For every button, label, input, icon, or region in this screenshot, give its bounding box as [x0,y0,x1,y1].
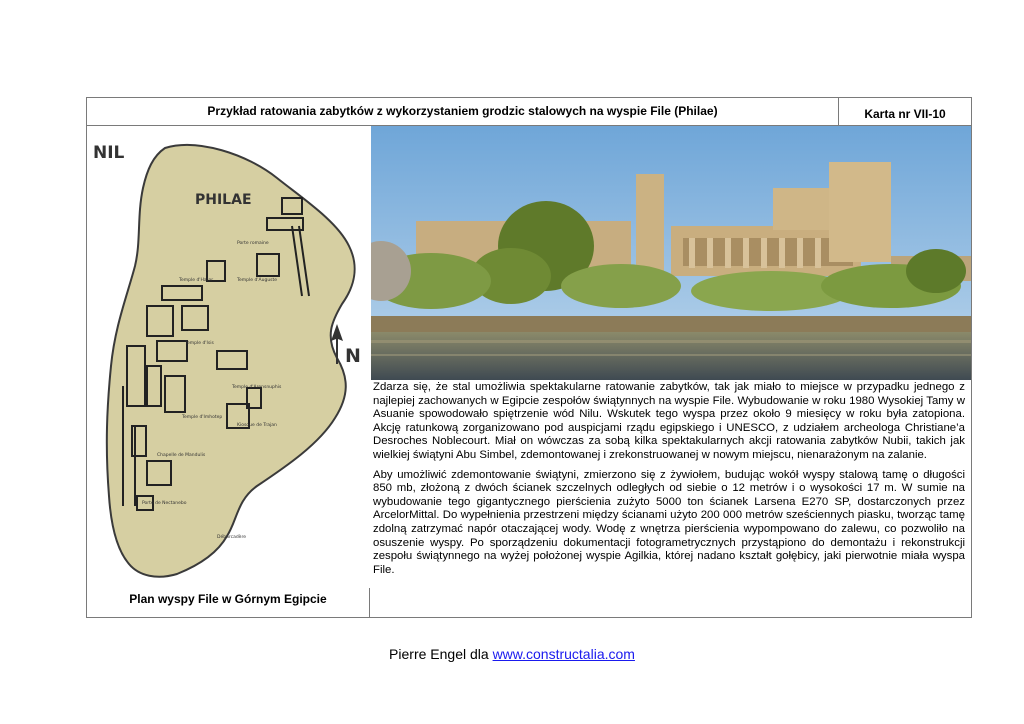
island-map-drawing [87,126,370,588]
north-label: N [345,345,361,367]
footer [0,646,1024,662]
svg-text:Temple d'Hator: Temple d'Hator [179,278,214,283]
temple-photo [371,126,971,380]
paragraph-1: Zdarza się, że stal umożliwia spektakularne ratowanie zabytków, tak jak miało to miejsce w przypadku jednego z najlepiej zachowanych w Egipcie zespołów świątynnych na wyspie File. Wybudowanie w roku 1980 Wysokiej Tamy w Asuanie spowodowało spiętrzenie wód Nilu. Wskutek tego wyspa przez około 9 miesięcy w roku była zatopiona. Akcję ratunkową zorganizowano pod auspicjami rządu egipskiego i UNESCO, z udziałem archeologa Christiane’a Desroches Noblecourt. Miał on wówczas za sobą kilka spektakularnych akcji ratowania zabytków Nubii, takich jak wielkiej świątyni Abu Simbel, zdemontowanej i zrekonstruowanej w nowym miejscu, nienarażonym na zalanie. [373,381,965,461]
svg-text:Temple d'Imhotep: Temple d'Imhotep [182,415,223,420]
island-map [87,126,370,588]
card-number: Karta nr VII-10 [839,98,971,126]
svg-text:Temple d'Auguste: Temple d'Auguste [237,278,278,283]
island-label: PHILAE [195,192,252,208]
svg-text:Temple d'Arensnuphis: Temple d'Arensnuphis [232,385,282,390]
footer-author: Pierre Engel dla [389,646,493,662]
svg-text:Chapelle de Mandulis: Chapelle de Mandulis [157,453,206,458]
card-title: Przykład ratowania zabytków z wykorzystaniem grodzic stalowych na wyspie File (Philae) [87,98,839,126]
info-card [86,97,972,618]
description-text [371,381,965,583]
island-outline [107,145,355,577]
svg-text:Débarcadère: Débarcadère [217,535,246,540]
svg-text:Porte de Nectanebo: Porte de Nectanebo [142,501,187,506]
paragraph-2: Aby umożliwić zdemontowanie świątyni, zmierzono się z żywiołem, budując wokół wyspy stalową tamę o długości 850 mb, złożoną z dwóch ścianek szczelnych odległych od siebie o 12 metrów i o wysokości 17 m. W sumie na wybudowanie tego gigantycznego pierścienia zużyto 5000 ton ścianek Larsena E270 SP, dostarczonych przez ArcelorMittal. Do wypełnienia przestrzeni między ścianami użyto 200 000 metrów sześciennych piasku, tworząc tamę zdolną zatrzymać napór otaczającej wody. Wodę z wnętrza pierścienia wypompowano do zalewu, co pozwoliło na osuszenie wyspy. Po sporządzeniu dokumentacji fotogrametrycznych przystąpiono do demontażu i rekonstrukcji zespołu świątynnego na wyżej położonej wyspie Agilkia, której nadano kształt gołębicy, jaki pierwotnie miała wyspa File. [373,468,965,576]
temple-photo-drawing [371,126,971,380]
svg-text:Temple d'Isis: Temple d'Isis [185,341,214,346]
map-caption: Plan wyspy File w Górnym Egipcie [87,588,370,617]
river-label: NIL [93,143,125,163]
footer-link[interactable]: www.constructalia.com [492,646,635,662]
svg-text:Kiosque de Trajan: Kiosque de Trajan [237,423,277,428]
svg-text:Porte romaine: Porte romaine [237,241,269,246]
